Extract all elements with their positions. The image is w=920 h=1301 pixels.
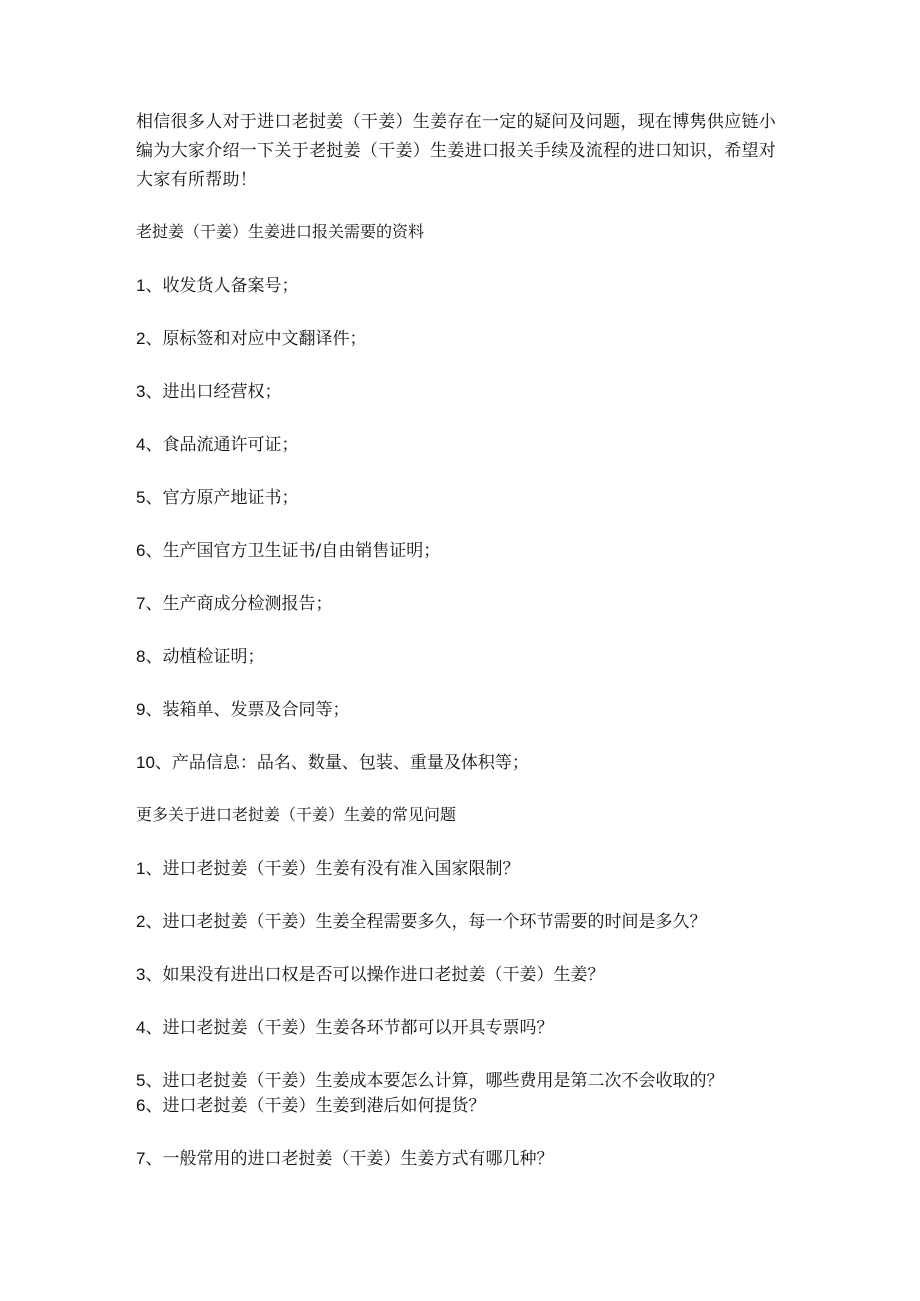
- list-item: 4、食品流通许可证；: [136, 435, 299, 455]
- document-body: [136, 108, 786, 1171]
- list-item: 2、进口老挝姜（干姜）生姜全程需要多久，每一个环节需要的时间是多久？: [136, 912, 707, 932]
- list-item: 8、动植检证明；: [136, 647, 265, 667]
- list-item: 3、进出口经营权；: [136, 382, 282, 402]
- list-item: 1、收发货人备案号；: [136, 276, 299, 296]
- list-item: 10、产品信息：品名、数量、包装、重量及体积等；: [136, 753, 529, 773]
- list-item: 1、进口老挝姜（干姜）生姜有没有准入国家限制？: [136, 859, 520, 879]
- list-item: 7、生产商成分检测报告；: [136, 594, 333, 614]
- list-item: 5、官方原产地证书；: [136, 488, 299, 508]
- list-item: 5、进口老挝姜（干姜）生姜成本要怎么计算，哪些费用是第二次不会收取的？: [136, 1071, 724, 1091]
- list-item: 9、装箱单、发票及合同等；: [136, 700, 350, 720]
- list-item: 6、进口老挝姜（干姜）生姜到港后如何提货？: [136, 1096, 486, 1116]
- list-item: 7、一般常用的进口老挝姜（干姜）生姜方式有哪几种？: [136, 1149, 554, 1169]
- list-item: 2、原标签和对应中文翻译件；: [136, 329, 367, 349]
- list-item: 6、生产国官方卫生证书/自由销售证明；: [136, 541, 441, 561]
- list-item: 4、进口老挝姜（干姜）生姜各环节都可以开具专票吗？: [136, 1018, 554, 1038]
- section-heading-faq: 更多关于进口老挝姜（干姜）生姜的常见问题: [136, 807, 457, 824]
- section-heading-required-documents: 老挝姜（干姜）生姜进口报关需要的资料: [136, 224, 425, 241]
- list-item: 3、如果没有进出口权是否可以操作进口老挝姜（干姜）生姜？: [136, 965, 605, 985]
- intro-paragraph: 相信很多人对于进口老挝姜（干姜）生姜存在一定的疑问及问题，现在博隽供应链小编为大家介绍一下关于老挝姜（干姜）生姜进口报关手续及流程的进口知识，希望对大家有所帮助！: [136, 112, 777, 190]
